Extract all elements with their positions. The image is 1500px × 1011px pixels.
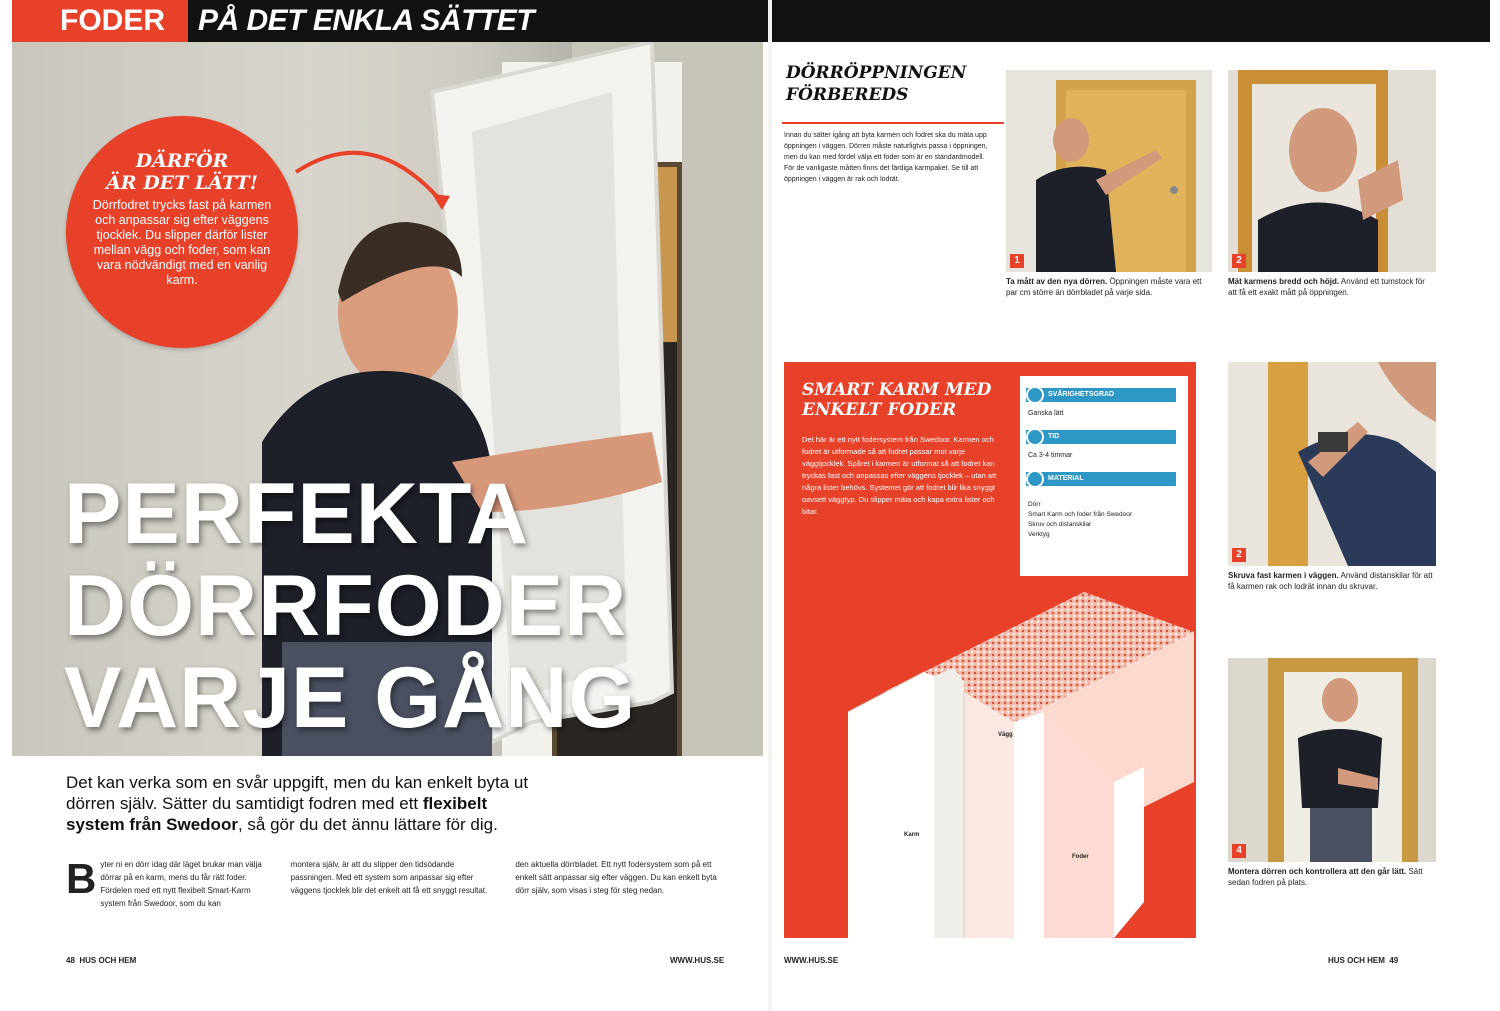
fact-label-material (1026, 472, 1176, 486)
step-photo (1228, 658, 1436, 862)
section-text: Innan du sätter igång att byta karmen och fodret ska du mäta upp öppningen i väggen. Dörren måste naturligtvis passa i öppningen, men du kan med fördel välja ett foder som är en standardmodell. För de vanligaste måtten finns det färdiga karmpaket. Se till att öppningen i väggen är rak och lodrät. (784, 132, 988, 183)
page-url-left: WWW.HUS.SE (670, 956, 725, 965)
section-tag: FODER (12, 0, 188, 42)
step-photo (1228, 70, 1436, 272)
step-photo (1006, 70, 1212, 272)
list-item: Skruv och distanskilar (1028, 521, 1092, 528)
box-text: Det här är ett nytt fodersystem från Swedoor. Karmen och fodret är utformade så att fodret passar mot varje väggtjocklek. Spåret i karmen är utformat så att fodret kan tryckas fast och anpassas efter väggens tjocklek – utan att några lister behövs. Systemet gör att fodret blir lika snyggt oavsett väggtyp. Du slipper mäta och kapa extra lister och bitar. (802, 435, 997, 516)
list-item: Smart Karm och foder från Swedoor (1028, 511, 1133, 518)
step-number: 4 (1232, 844, 1246, 858)
page-footer-right (1328, 956, 1398, 965)
step-number: 2 (1232, 548, 1246, 562)
label-wall: Vägg (998, 732, 1013, 738)
headline-line: DÖRRFODER (64, 558, 628, 654)
fact-value: Ganska lätt (1028, 410, 1064, 417)
section-heading-line: FÖRBEREDS (786, 85, 909, 105)
fact-label-text: SVÅRIGHETSGRAD (1048, 391, 1115, 398)
body-column-text: montera själv, är att du slipper den tidsödande passningen. Med ett system som anpassar sig efter väggens tjocklek blir det enkelt att få ett snyggt resultat. (290, 860, 488, 895)
step-number: 2 (1232, 254, 1246, 268)
clock-icon (1026, 428, 1044, 446)
step-caption (1006, 276, 1212, 298)
box-heading-line: ENKELT FODER (802, 400, 957, 420)
badge-title-line: ÄR DET LÄTT! (106, 172, 258, 194)
step-caption-text: Använd ett tumstock för att få ett exakt mått på öppningen. (1228, 277, 1425, 297)
body-column (515, 858, 722, 942)
drop-cap: B (66, 855, 97, 902)
right-page (772, 0, 1500, 1011)
body-column (291, 858, 498, 942)
badge-title (66, 150, 298, 194)
step-caption-bold: Mät karmens bredd och höjd. (1228, 277, 1340, 286)
fact-label-text: TID (1048, 433, 1060, 440)
page-url-right: WWW.HUS.SE (784, 956, 839, 965)
body-column-text: den aktuella dörrbladet. Ett nytt fodersystem som på ett enkelt sätt anpassar sig efter väggen. Du kan enkelt byta dörr själv, som visas i steg för steg nedan. (515, 860, 717, 895)
section-heading (786, 62, 1002, 106)
headline-line: PERFEKTA (64, 466, 530, 562)
headline (64, 468, 763, 744)
list-item: Verktyg (1028, 531, 1050, 538)
box-heading (802, 380, 1022, 420)
section-rule (782, 122, 1004, 124)
step-caption-bold: Skruva fast karmen i väggen. (1228, 571, 1339, 580)
label-frame: Karm (904, 832, 920, 838)
headline-line: VARJE GÅNG (64, 650, 637, 746)
lead-text-end: , så gör du det ännu lättare för dig. (237, 815, 498, 834)
difficulty-icon (1026, 386, 1044, 404)
step-illustration (1228, 658, 1436, 862)
lead-paragraph (66, 772, 536, 835)
page-number: 48 (66, 956, 75, 965)
body-column (66, 855, 273, 942)
section-heading-line: DÖRRÖPPNINGEN (786, 63, 967, 83)
header-bar-right (772, 0, 1490, 42)
fact-label-difficulty (1026, 388, 1176, 402)
step-illustration (1006, 70, 1212, 272)
arrow-icon (292, 132, 452, 222)
lead-text: Det kan verka som en svår uppgift, men du kan enkelt byta ut dörren själv. Sätter du samtidigt fodren med ett (66, 773, 529, 813)
step-caption (1228, 276, 1436, 298)
magazine-name: HUS OCH HEM (79, 956, 137, 965)
step-caption-bold: Montera dörren och kontrollera att den går lätt. (1228, 867, 1407, 876)
body-column-text: yter ni en dörr idag där läget brukar man välja dörrar på en karm, mens du får rätt foder. Fördelen med ett nytt flexibelt Smart-Karm system från Swedoor, som du kan (100, 860, 262, 908)
lead-bold: flexibelt system från Swedoor (66, 794, 488, 834)
label-lining: Foder (1072, 854, 1089, 860)
fact-value: Ca 3-4 timmar (1028, 452, 1073, 459)
body-text (66, 855, 722, 942)
step-caption-text: Sätt sedan fodren på plats. (1228, 867, 1423, 887)
page-footer-left (66, 956, 136, 965)
material-list (1028, 500, 1178, 540)
step-photo (1228, 362, 1436, 566)
hero-photo (12, 42, 763, 756)
step-illustration (1228, 70, 1436, 272)
step-caption-bold: Ta mått av den nya dörren. (1006, 277, 1108, 286)
page-number: 49 (1389, 956, 1399, 965)
badge-text: Dörrfodret trycks fast på karmen och anpassar sig efter väggens tjocklek. Du slipper därför lister mellan vägg och foder, som kan vara nödvändigt med en vanlig karm. (92, 198, 272, 287)
badge-title-line: DÄRFÖR (135, 150, 229, 172)
magazine-name: HUS OCH HEM (1328, 956, 1385, 965)
fact-label-time (1026, 430, 1176, 444)
step-caption (1228, 866, 1436, 888)
kicker: PÅ DET ENKLA SÄTTET (198, 4, 535, 37)
header-bar (12, 0, 768, 42)
list-item: Dörr (1028, 501, 1041, 508)
box-heading-line: SMART KARM MED (802, 380, 992, 400)
fact-label-text: MATERIAL (1048, 475, 1084, 482)
why-easy-badge (66, 116, 298, 348)
smart-karm-box (784, 362, 1196, 938)
step-illustration (1228, 362, 1436, 566)
fact-box (1020, 376, 1188, 576)
step-caption-text: Använd distanskilar för att få karmen rak och lodrät innan du skruvar. (1228, 571, 1433, 591)
material-icon (1026, 470, 1044, 488)
step-caption (1228, 570, 1436, 592)
step-number: 1 (1010, 254, 1024, 268)
step-caption-text: Öppningen måste vara ett par cm större än dörrbladet på varje sida. (1006, 277, 1202, 297)
